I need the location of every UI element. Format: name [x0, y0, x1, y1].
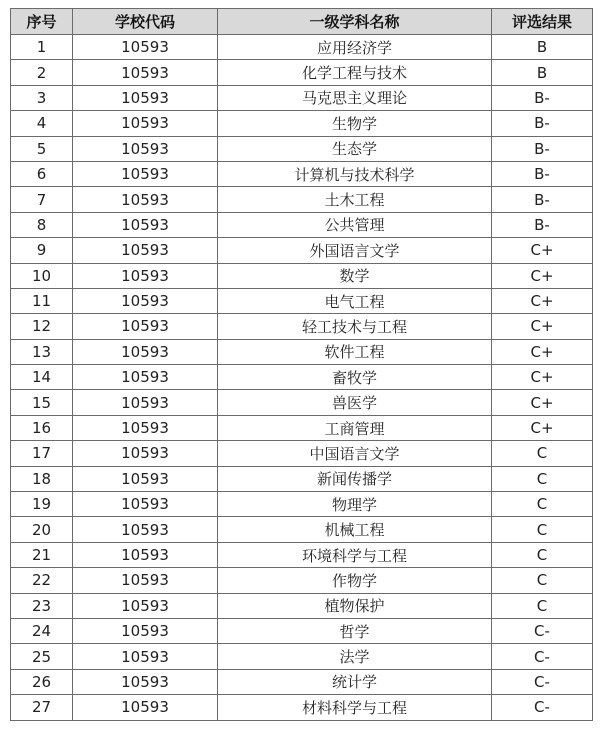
table-row [11, 187, 593, 212]
cell-discipline-name: 生物学 [218, 111, 492, 136]
cell-result: B- [492, 111, 593, 136]
table-row [11, 568, 593, 593]
cell-discipline-name: 外国语言文学 [218, 238, 492, 263]
cell-discipline-name: 工商管理 [218, 415, 492, 440]
table-row [11, 263, 593, 288]
cell-discipline-name: 统计学 [218, 669, 492, 694]
cell-result: B [492, 60, 593, 85]
cell-discipline-name: 化学工程与技术 [218, 60, 492, 85]
cell-school-code: 10593 [73, 85, 218, 110]
cell-index: 3 [11, 85, 73, 110]
cell-index: 24 [11, 618, 73, 643]
cell-result: C- [492, 644, 593, 669]
cell-school-code: 10593 [73, 390, 218, 415]
cell-index: 22 [11, 568, 73, 593]
cell-result: B [492, 35, 593, 60]
table-row [11, 593, 593, 618]
cell-school-code: 10593 [73, 161, 218, 186]
cell-school-code: 10593 [73, 441, 218, 466]
cell-result: C+ [492, 415, 593, 440]
cell-school-code: 10593 [73, 187, 218, 212]
cell-discipline-name: 物理学 [218, 492, 492, 517]
cell-result: B- [492, 212, 593, 237]
cell-index: 1 [11, 35, 73, 60]
table-row [11, 60, 593, 85]
cell-result: C+ [492, 314, 593, 339]
cell-result: C- [492, 669, 593, 694]
cell-index: 13 [11, 339, 73, 364]
cell-school-code: 10593 [73, 60, 218, 85]
cell-index: 17 [11, 441, 73, 466]
cell-result: B- [492, 161, 593, 186]
cell-school-code: 10593 [73, 669, 218, 694]
cell-result: C [492, 492, 593, 517]
cell-discipline-name: 公共管理 [218, 212, 492, 237]
cell-result: C [492, 568, 593, 593]
cell-school-code: 10593 [73, 618, 218, 643]
cell-school-code: 10593 [73, 492, 218, 517]
cell-school-code: 10593 [73, 238, 218, 263]
cell-index: 11 [11, 288, 73, 313]
cell-index: 18 [11, 466, 73, 491]
cell-discipline-name: 土木工程 [218, 187, 492, 212]
table-row [11, 161, 593, 186]
cell-discipline-name: 哲学 [218, 618, 492, 643]
header-discipline-name: 一级学科名称 [218, 9, 492, 35]
cell-index: 8 [11, 212, 73, 237]
cell-discipline-name: 材料科学与工程 [218, 695, 492, 720]
header-row [11, 9, 593, 35]
cell-school-code: 10593 [73, 288, 218, 313]
header-result: 评选结果 [492, 9, 593, 35]
cell-result: C [492, 517, 593, 542]
table-row [11, 695, 593, 720]
cell-discipline-name: 植物保护 [218, 593, 492, 618]
table-row [11, 238, 593, 263]
cell-result: B- [492, 85, 593, 110]
cell-discipline-name: 应用经济学 [218, 35, 492, 60]
table-row [11, 466, 593, 491]
cell-index: 10 [11, 263, 73, 288]
cell-result: C- [492, 695, 593, 720]
table-row [11, 415, 593, 440]
cell-discipline-name: 畜牧学 [218, 365, 492, 390]
cell-index: 19 [11, 492, 73, 517]
cell-index: 26 [11, 669, 73, 694]
table-row [11, 441, 593, 466]
cell-discipline-name: 软件工程 [218, 339, 492, 364]
cell-school-code: 10593 [73, 365, 218, 390]
header-index: 序号 [11, 9, 73, 35]
cell-index: 2 [11, 60, 73, 85]
table-row [11, 111, 593, 136]
cell-index: 4 [11, 111, 73, 136]
cell-discipline-name: 马克思主义理论 [218, 85, 492, 110]
table-row [11, 212, 593, 237]
table-row [11, 339, 593, 364]
cell-discipline-name: 法学 [218, 644, 492, 669]
cell-discipline-name: 新闻传播学 [218, 466, 492, 491]
cell-result: C+ [492, 365, 593, 390]
cell-index: 15 [11, 390, 73, 415]
cell-school-code: 10593 [73, 644, 218, 669]
cell-index: 16 [11, 415, 73, 440]
table-row [11, 517, 593, 542]
cell-index: 5 [11, 136, 73, 161]
table-row [11, 314, 593, 339]
cell-school-code: 10593 [73, 263, 218, 288]
cell-index: 20 [11, 517, 73, 542]
cell-discipline-name: 电气工程 [218, 288, 492, 313]
table-body [11, 35, 593, 721]
cell-result: C [492, 593, 593, 618]
table-row [11, 669, 593, 694]
cell-school-code: 10593 [73, 517, 218, 542]
cell-result: C [492, 441, 593, 466]
results-sheet [10, 8, 592, 721]
cell-index: 14 [11, 365, 73, 390]
discipline-results-table [10, 8, 593, 721]
cell-discipline-name: 中国语言文学 [218, 441, 492, 466]
cell-result: C+ [492, 390, 593, 415]
cell-result: B- [492, 136, 593, 161]
cell-discipline-name: 作物学 [218, 568, 492, 593]
cell-index: 27 [11, 695, 73, 720]
cell-index: 25 [11, 644, 73, 669]
cell-result: B- [492, 187, 593, 212]
cell-school-code: 10593 [73, 35, 218, 60]
cell-discipline-name: 数学 [218, 263, 492, 288]
cell-school-code: 10593 [73, 212, 218, 237]
cell-result: C+ [492, 339, 593, 364]
cell-result: C+ [492, 263, 593, 288]
cell-discipline-name: 机械工程 [218, 517, 492, 542]
cell-result: C [492, 466, 593, 491]
table-header [11, 9, 593, 35]
cell-discipline-name: 计算机与技术科学 [218, 161, 492, 186]
cell-result: C- [492, 618, 593, 643]
table-row [11, 365, 593, 390]
table-row [11, 644, 593, 669]
cell-school-code: 10593 [73, 136, 218, 161]
table-row [11, 542, 593, 567]
cell-school-code: 10593 [73, 415, 218, 440]
cell-result: C+ [492, 288, 593, 313]
cell-school-code: 10593 [73, 111, 218, 136]
table-row [11, 136, 593, 161]
cell-school-code: 10593 [73, 314, 218, 339]
table-row [11, 288, 593, 313]
cell-school-code: 10593 [73, 568, 218, 593]
cell-school-code: 10593 [73, 466, 218, 491]
cell-discipline-name: 兽医学 [218, 390, 492, 415]
table-row [11, 618, 593, 643]
cell-index: 7 [11, 187, 73, 212]
cell-index: 12 [11, 314, 73, 339]
table-row [11, 85, 593, 110]
cell-school-code: 10593 [73, 542, 218, 567]
cell-discipline-name: 生态学 [218, 136, 492, 161]
table-row [11, 35, 593, 60]
cell-index: 23 [11, 593, 73, 618]
header-school-code: 学校代码 [73, 9, 218, 35]
cell-school-code: 10593 [73, 593, 218, 618]
cell-discipline-name: 轻工技术与工程 [218, 314, 492, 339]
cell-index: 21 [11, 542, 73, 567]
table-row [11, 492, 593, 517]
cell-result: C+ [492, 238, 593, 263]
cell-index: 9 [11, 238, 73, 263]
table-row [11, 390, 593, 415]
cell-discipline-name: 环境科学与工程 [218, 542, 492, 567]
cell-school-code: 10593 [73, 339, 218, 364]
cell-school-code: 10593 [73, 695, 218, 720]
cell-result: C [492, 542, 593, 567]
cell-index: 6 [11, 161, 73, 186]
